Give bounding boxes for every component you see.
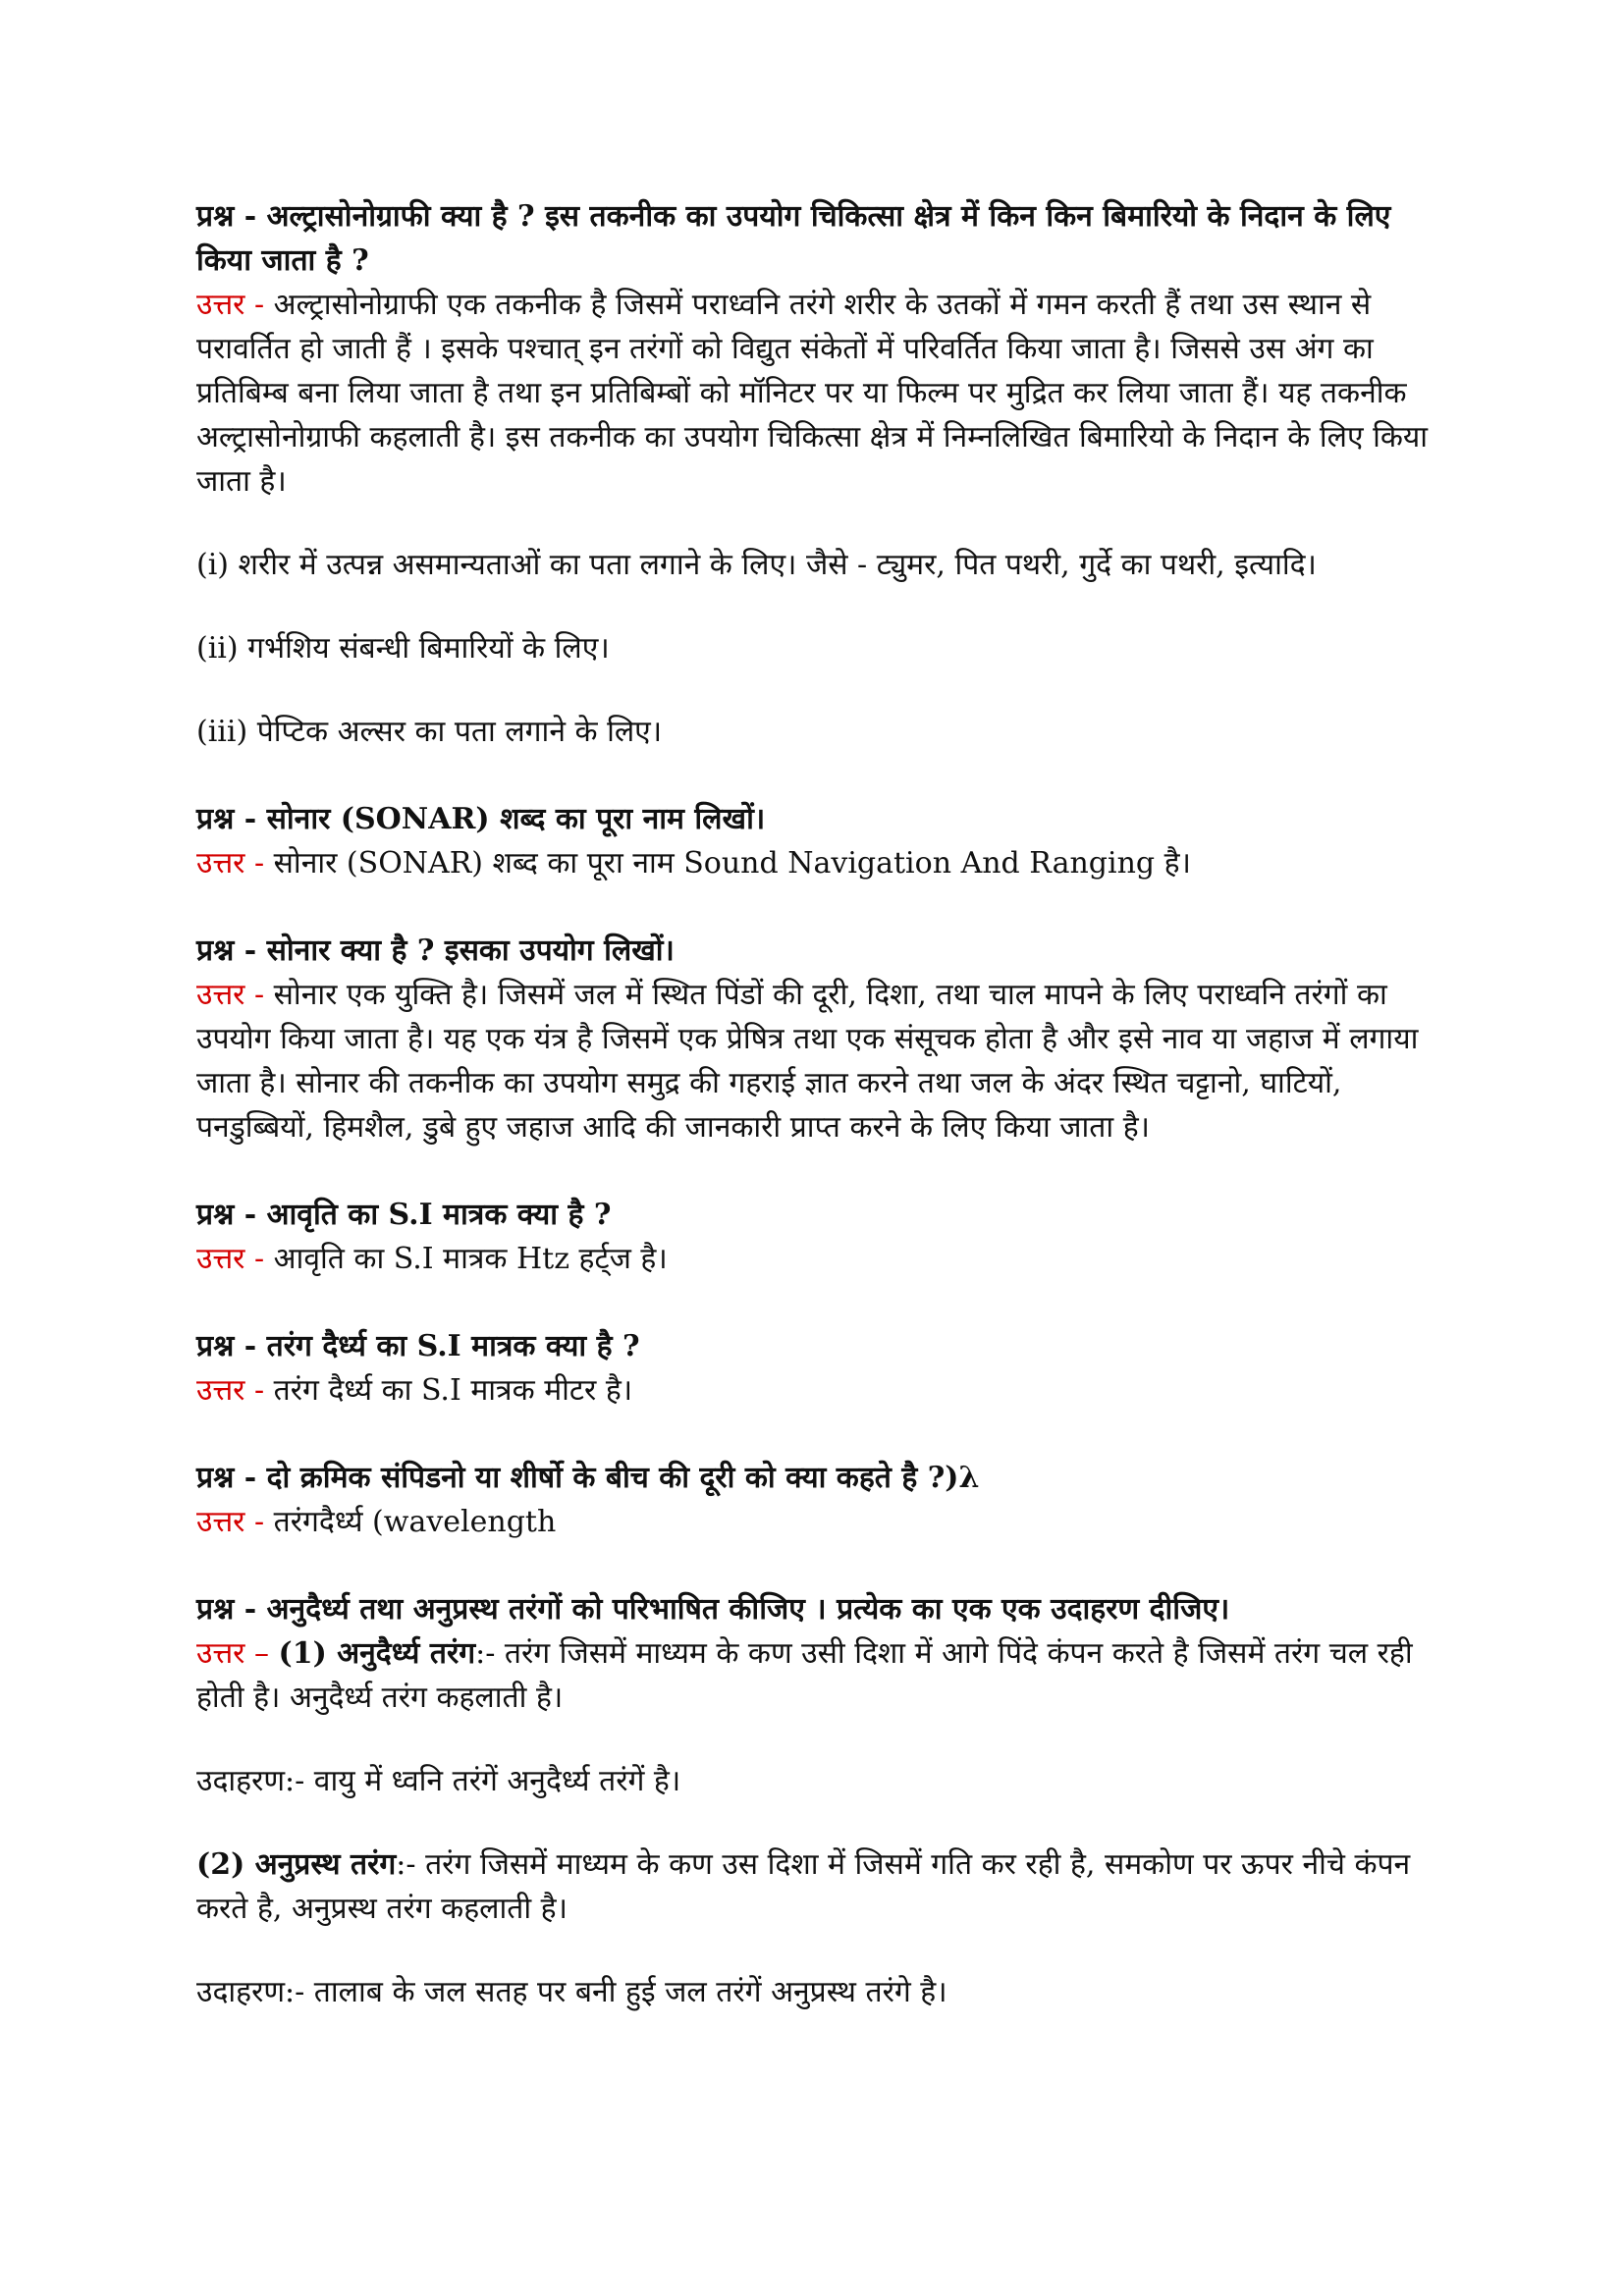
question-prefix: प्रश्न - [196, 1198, 267, 1232]
transverse-wave-text: :- तरंग जिसमें माध्यम के कण उस दिशा में जिसमें गति कर रही है, समकोण पर ऊपर नीचे कंपन करते है, अनुप्रस्थ तरंग कहलाती है। [196, 1847, 1411, 1926]
answer-text: अल्ट्रासोनोग्राफी एक तकनीक है जिसमें पराध्वनि तरंगे शरीर के उतकों में गमन करती हैं तथा उस स्थान से परावर्तित हो जाती हैं । इसके पश्चात् इन तरंगों को विद्युत संकेतों में परिवर्तित किया जाता है। जिससे उस अंग का प्रतिबिम्ब बना लिया जाता है तथा इन प्रतिबिम्बों को मॉनिटर पर या फिल्म पर मुद्रित कर लिया जाता हैं। यह तकनीक अल्ट्रासोनोग्राफी कहलाती है। इस तकनीक का उपयोग चिकित्सा क्षेत्र में निम्नलिखित बिमारियो के निदान के लिए किया जाता है। [196, 288, 1429, 499]
answer-prefix: उत्तर - [196, 1242, 274, 1276]
list-item: (iii) पेप्टिक अल्सर का पता लगाने के लिए। [196, 715, 663, 749]
answer-prefix: उत्तर - [196, 978, 274, 1012]
answer-prefix: उत्तर - [196, 846, 274, 881]
question-text: सोनार क्या है ? इसका उपयोग लिखों। [266, 934, 675, 968]
qa-wave-types [196, 1587, 1446, 2014]
qa-frequency-unit [196, 1193, 1446, 1281]
question [196, 1587, 1446, 1631]
qa-sonar-use [196, 929, 1446, 1149]
question [196, 929, 1446, 973]
question [196, 797, 1446, 841]
list-item: (ii) गर्भशिय संबन्धी बिमारियों के लिए। [196, 631, 610, 666]
question-prefix: प्रश्न - [196, 802, 267, 836]
question-text: अल्ट्रासोनोग्राफी क्या है ? इस तकनीक का उपयोग चिकित्सा क्षेत्र में किन किन बिमारियो के निदान के लिए किया जाता है ? [196, 199, 1391, 278]
answer-text: तरंगदैर्ध्य (wavelength [273, 1505, 557, 1539]
question-prefix: प्रश्न - [196, 1461, 267, 1495]
question [196, 194, 1446, 283]
question [196, 1456, 1446, 1500]
question-prefix: प्रश्न - [196, 1592, 267, 1627]
answer-prefix: उत्तर – [196, 1636, 279, 1671]
answer-text: सोनार (SONAR) शब्द का पूरा नाम Sound Navigation And Ranging है। [273, 846, 1191, 881]
answer [196, 1368, 1446, 1413]
question-prefix: प्रश्न - [196, 934, 267, 968]
longitudinal-wave-example: उदाहरण:- वायु में ध्वनि तरंगें अनुदैर्ध्य तरंगें है। [196, 1764, 681, 1798]
answer [196, 1237, 1446, 1281]
qa-wavelength-unit [196, 1324, 1446, 1413]
question-prefix: प्रश्न - [196, 199, 267, 234]
answer-prefix: उत्तर - [196, 288, 274, 322]
qa-ultrasonography [196, 194, 1446, 754]
answer-prefix: उत्तर - [196, 1373, 274, 1408]
question [196, 1193, 1446, 1237]
answer-text: सोनार एक युक्ति है। जिसमें जल में स्थित पिंडों की दूरी, दिशा, तथा चाल मापने के लिए पराध्वनि तरंगों का उपयोग किया जाता है। यह एक यंत्र है जिसमें एक प्रेषित्र तथा एक संसूचक होता है और इसे नाव या जहाज में लगाया जाता है। सोनार की तकनीक का उपयोग समुद्र की गहराई ज्ञात करने तथा जल के अंदर स्थित चट्टानो, घाटियों, पनडुब्बियों, हिमशैल, डुबे हुए जहाज आदि की जानकारी प्राप्त करने के लिए किया जाता है। [196, 978, 1419, 1145]
answer-prefix: उत्तर - [196, 1505, 274, 1539]
question-prefix: प्रश्न - [196, 1329, 267, 1363]
transverse-wave-definition [196, 1842, 1446, 1931]
question-text: आवृति का S.I मात्रक क्या है ? [266, 1198, 612, 1232]
qa-wavelength-definition [196, 1456, 1446, 1544]
question [196, 1324, 1446, 1368]
question-text: दो क्रमिक संपिडनो या शीर्षो के बीच की दूरी को क्या कहते है ?)λ [266, 1461, 980, 1495]
answer-text: तरंग दैर्ध्य का S.I मात्रक मीटर है। [273, 1373, 633, 1408]
answer-text: आवृति का S.I मात्रक Htz हर्ट्ज है। [273, 1242, 668, 1276]
list-item: (i) शरीर में उत्पन्न असमान्यताओं का पता लगाने के लिए। जैसे - ट्युमर, पित पथरी, गुर्दे का पथरी, इत्यादि। [196, 548, 1317, 582]
question-text: अनुदैर्ध्य तथा अनुप्रस्थ तरंगों को परिभाषित कीजिए । प्रत्येक का एक एक उदाहरण दीजिए। [266, 1592, 1230, 1627]
longitudinal-wave-label: (1) अनुदैर्ध्य तरंग [278, 1636, 476, 1671]
transverse-wave-label: (2) अनुप्रस्थ तरंग [196, 1847, 397, 1882]
question-text: सोनार (SONAR) शब्द का पूरा नाम लिखों। [266, 802, 766, 836]
answer [196, 1500, 1446, 1544]
answer [196, 283, 1446, 504]
answer [196, 841, 1446, 885]
longitudinal-wave-text: :- तरंग जिसमें माध्यम के कण उसी दिशा में आगे पिंदे कंपन करते है जिसमें तरंग चल रही होती है। अनुदैर्ध्य तरंग कहलाती है। [196, 1636, 1413, 1715]
transverse-wave-example: उदाहरण:- तालाब के जल सतह पर बनी हुई जल तरंगें अनुप्रस्थ तरंगे है। [196, 1975, 947, 2009]
answer [196, 973, 1446, 1149]
qa-sonar-fullform [196, 797, 1446, 885]
question-text: तरंग दैर्ध्य का S.I मात्रक क्या है ? [266, 1329, 640, 1363]
answer [196, 1631, 1446, 1720]
